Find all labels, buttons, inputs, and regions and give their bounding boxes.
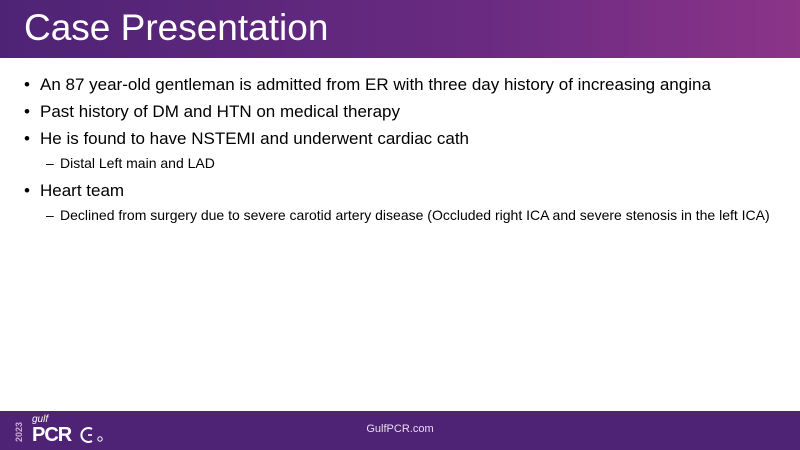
bullet-item: • An 87 year-old gentleman is admitted from ER with three day history of increasing angina [22,74,774,96]
sub-bullet-marker: – [46,207,54,223]
sub-bullet-text: Distal Left main and LAD [60,155,215,171]
logo-brand-large: PCR [32,424,72,446]
sub-bullet-marker: – [46,155,54,171]
title-bar [0,0,800,58]
footer-bar [0,411,800,450]
footer-url: GulfPCR.com [366,423,434,435]
bullet-item: • He is found to have NSTEMI and underwent cardiac cath [22,128,774,150]
logo-brand-small: gulf [32,414,49,425]
bullet-item: • Heart team [22,180,774,202]
logo-year: 2023 [14,421,24,443]
slide-content [22,74,774,232]
sub-bullet-item [22,153,774,173]
sub-bullet-item [22,205,774,225]
slide-title: Case Presentation [24,7,329,48]
bullet-item: • Past history of DM and HTN on medical therapy [22,101,774,123]
sub-bullet-text: Declined from surgery due to severe carotid artery disease (Occluded right ICA and severe stenosis in the left ICA) [60,207,770,223]
bullet-list [22,74,774,225]
